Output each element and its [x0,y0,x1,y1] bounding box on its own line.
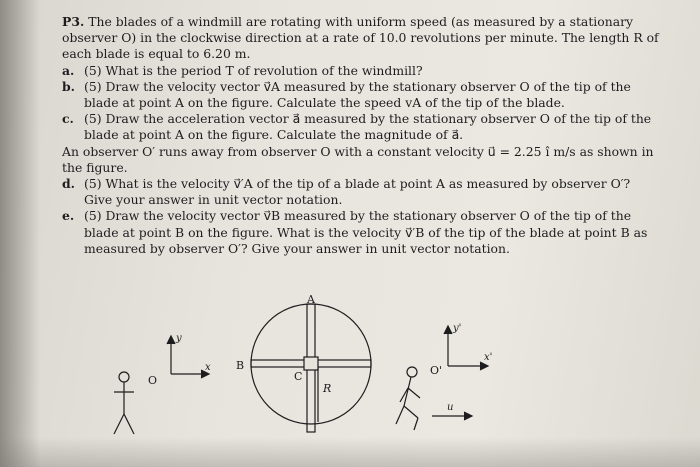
label-y: y [176,333,182,344]
y-prime-axis-arrow [444,326,452,334]
part-e-letter: e. [62,208,75,224]
intro-text: The blades of a windmill are rotating with uniform speed (as measured by a stationary observer O) in the clockwise direction at a rate of 10.0 revolutions per minute. The length R of each blade is equal to 6.20 m. [62,14,659,62]
part-d-text: (5) What is the velocity v⃗′A of the tip of a blade at point A as measured by observer O′? Give your answer in unit vector notation. [84,176,631,208]
label-o: O [148,374,158,387]
part-c-text: (5) Draw the acceleration vector a⃗ measured by the stationary observer O of the tip of the blade at point A on the figure. Calculate the magnitude of a⃗. [84,111,652,143]
x-prime-axis-arrow [480,362,488,370]
label-o-prime: O' [430,364,443,377]
y-axis-arrow [167,336,175,344]
part-a [62,63,662,79]
label-x: x [205,362,211,373]
part-c [62,111,662,143]
problem-intro [62,14,662,63]
observer-o-prime-figure [396,367,420,430]
label-u: u [447,402,454,413]
part-a-text: (5) What is the period T of revolution of the windmill? [84,62,423,78]
part-c-letter: c. [62,111,74,127]
part-a-letter: a. [62,62,75,78]
part-b-letter: b. [62,78,75,94]
label-c: C [294,370,303,383]
middle-paragraph: An observer O′ runs away from observer O with a constant velocity u⃗ = 2.25 î m/s as shown in the figure. [62,143,654,175]
problem-number: P3. [62,14,85,29]
u-arrowhead [464,412,472,420]
windmill-figure [0,292,700,467]
part-e [62,208,662,257]
label-y-prime: y' [453,323,462,334]
label-b: B [236,359,245,372]
observer-o-figure [114,372,134,434]
label-a: A [307,293,315,306]
part-b [62,79,662,111]
part-d-letter: d. [62,176,75,192]
part-b-text: (5) Draw the velocity vector v⃗A measured by the stationary observer O of the tip of the blade at point A on the figure. Calculate the speed vA of the tip of the blade. [84,78,631,111]
label-r: R [323,382,332,395]
part-e-text: (5) Draw the velocity vector v⃗B measured by the stationary observer O of the tip of the blade at point B on the figure. What is the velocity v⃗′B of the tip of the blade at point B as measured by observer O′? Give your answer in unit vector notation. [84,208,648,256]
hub [304,357,318,370]
problem-text [62,14,662,257]
part-d [62,176,662,208]
label-x-prime: x' [484,352,493,363]
